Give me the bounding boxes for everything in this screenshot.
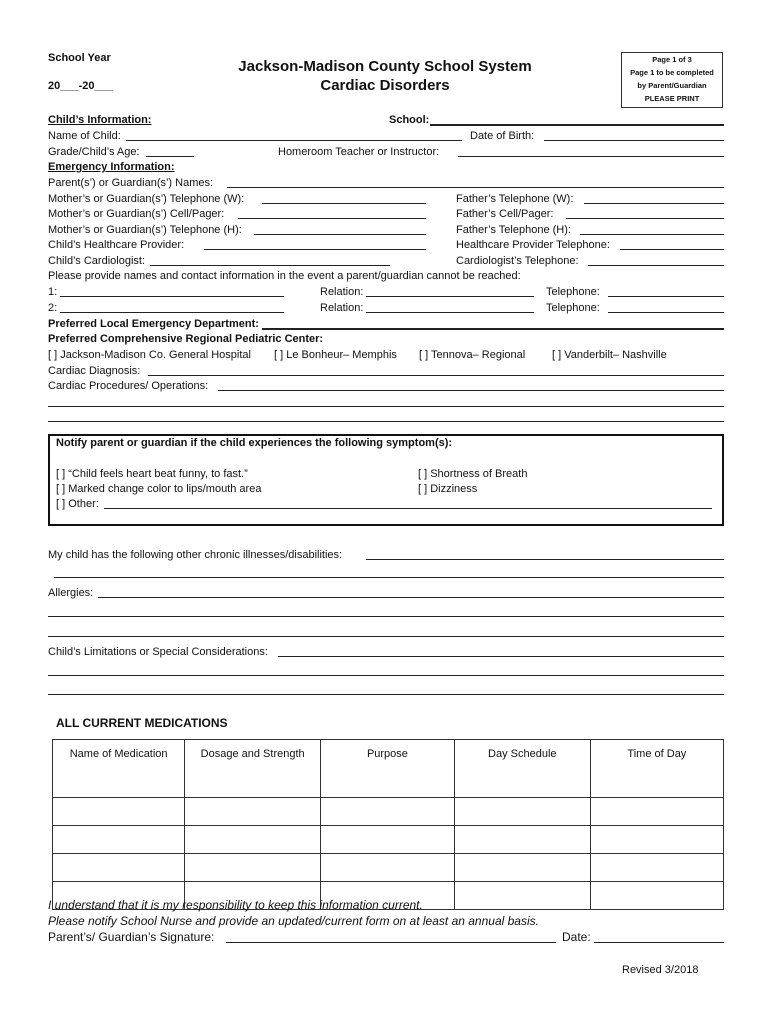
hospital-option-jackson[interactable]: [ ] Jackson-Madison Co. General Hospital (48, 349, 251, 361)
contact2-relation-label: Relation: (320, 302, 364, 314)
limitations-field-line-2[interactable] (48, 675, 724, 676)
cardiologist-phone-field[interactable] (588, 265, 724, 266)
chronic-field[interactable] (366, 559, 724, 560)
teacher-label: Homeroom Teacher or Instructor: (278, 146, 440, 158)
contact1-relation-label: Relation: (320, 286, 364, 298)
mother-cell-field[interactable] (238, 218, 426, 219)
cardiologist-phone-label: Cardiologist’s Telephone: (456, 255, 579, 267)
teacher-field[interactable] (458, 156, 724, 157)
table-cell[interactable] (185, 826, 321, 854)
contact1-label: 1: (48, 286, 58, 298)
symptom-shortness-breath[interactable]: [ ] Shortness of Breath (418, 468, 528, 480)
col-day-schedule: Day Schedule (454, 740, 590, 798)
form-subtitle: Cardiac Disorders (320, 77, 450, 94)
father-cell-label: Father’s Cell/Pager: (456, 208, 554, 220)
col-time-of-day: Time of Day (590, 740, 723, 798)
limitations-field-line-3[interactable] (48, 694, 724, 695)
healthcare-provider-label: Child’s Healthcare Provider: (48, 239, 185, 251)
table-cell[interactable] (53, 854, 185, 882)
form-title: Jackson-Madison County School System (238, 58, 532, 75)
child-info-heading: Child’s Information: (48, 114, 152, 126)
mother-home-field[interactable] (254, 234, 426, 235)
table-cell[interactable] (590, 854, 723, 882)
mother-work-field[interactable] (262, 203, 426, 204)
diagnosis-label: Cardiac Diagnosis: (48, 365, 141, 377)
medications-header-row (53, 740, 724, 798)
preferred-ed-field[interactable] (262, 328, 724, 330)
contact2-telephone-label: Telephone: (546, 302, 600, 314)
table-cell[interactable] (185, 854, 321, 882)
contact2-relation-field[interactable] (366, 312, 534, 313)
hospital-option-vanderbilt[interactable]: [ ] Vanderbilt– Nashville (552, 349, 667, 361)
school-field[interactable] (430, 124, 724, 126)
cardiologist-field[interactable] (150, 265, 390, 266)
table-cell[interactable] (53, 826, 185, 854)
table-cell[interactable] (185, 798, 321, 826)
symptom-other-label[interactable]: [ ] Other: (56, 498, 99, 510)
contact1-relation-field[interactable] (366, 296, 534, 297)
signature-field[interactable] (226, 942, 556, 943)
table-cell[interactable] (454, 798, 590, 826)
symptom-other-field[interactable] (104, 508, 712, 509)
table-cell[interactable] (590, 798, 723, 826)
school-year-value[interactable]: 20___-20___ (48, 80, 113, 92)
mother-work-label: Mother’s or Guardian(s’) Telephone (W): (48, 193, 245, 205)
dob-label: Date of Birth: (470, 130, 535, 142)
table-cell[interactable] (454, 826, 590, 854)
hospital-option-tennova[interactable]: [ ] Tennova– Regional (419, 349, 526, 361)
chronic-field-line-2[interactable] (54, 577, 724, 578)
table-cell[interactable] (590, 882, 723, 910)
page-info-box (621, 52, 723, 108)
parents-field[interactable] (227, 187, 724, 188)
medication-row[interactable] (53, 826, 724, 854)
limitations-label: Child’s Limitations or Special Considerations: (48, 646, 268, 658)
procedures-field-line-3[interactable] (48, 421, 724, 422)
date-label: Date: (562, 930, 591, 944)
table-cell[interactable] (53, 798, 185, 826)
healthcare-phone-label: Healthcare Provider Telephone: (456, 239, 610, 251)
symptoms-heading: Notify parent or guardian if the child experiences the following symptom(s): (56, 437, 453, 449)
symptom-dizziness[interactable]: [ ] Dizziness (418, 483, 478, 495)
father-work-field[interactable] (584, 203, 724, 204)
symptom-color-change[interactable]: [ ] Marked change color to lips/mouth area (56, 483, 262, 495)
preferred-center-label: Preferred Comprehensive Regional Pediatric Center: (48, 333, 324, 345)
medication-row[interactable] (53, 854, 724, 882)
table-cell[interactable] (321, 798, 455, 826)
table-cell[interactable] (454, 882, 590, 910)
contact1-telephone-label: Telephone: (546, 286, 600, 298)
signature-label: Parent’s/ Guardian’s Signature: (48, 930, 215, 944)
medications-heading: ALL CURRENT MEDICATIONS (56, 716, 228, 730)
father-home-label: Father’s Telephone (H): (456, 224, 571, 236)
allergies-label: Allergies: (48, 587, 94, 599)
contacts-instructions: Please provide names and contact information in the event a parent/guardian cannot be reached: (48, 270, 521, 282)
limitations-field[interactable] (278, 656, 724, 657)
grade-field[interactable] (146, 156, 194, 157)
emergency-heading: Emergency Information: (48, 161, 175, 173)
responsibility-statement: I understand that it is my responsibility to keep this information current. (48, 898, 423, 912)
procedures-field-line-2[interactable] (48, 406, 724, 407)
medication-row[interactable] (53, 798, 724, 826)
contact2-telephone-field[interactable] (608, 312, 724, 313)
table-cell[interactable] (321, 826, 455, 854)
allergies-field-line-2[interactable] (48, 616, 724, 617)
diagnosis-field[interactable] (148, 375, 724, 376)
medications-table (52, 739, 724, 910)
cardiologist-label: Child’s Cardiologist: (48, 255, 146, 267)
grade-label: Grade/Child’s Age: (48, 146, 140, 158)
page-instruction-2: by Parent/Guardian (637, 81, 707, 90)
procedures-field[interactable] (218, 390, 724, 391)
allergies-field[interactable] (98, 597, 724, 598)
name-field[interactable] (126, 140, 462, 141)
name-label: Name of Child: (48, 130, 121, 142)
father-cell-field[interactable] (566, 218, 724, 219)
school-year-label: School Year (48, 52, 111, 64)
contact1-telephone-field[interactable] (608, 296, 724, 297)
table-cell[interactable] (321, 854, 455, 882)
school-label: School: (389, 114, 430, 126)
procedures-label: Cardiac Procedures/ Operations: (48, 380, 209, 392)
notify-statement: Please notify School Nurse and provide an updated/current form on at least an annual basis. (48, 914, 539, 928)
healthcare-provider-field[interactable] (204, 249, 426, 250)
date-field[interactable] (594, 942, 724, 943)
contact1-name-field[interactable] (60, 296, 284, 297)
col-dosage-strength: Dosage and Strength (185, 740, 321, 798)
father-work-label: Father’s Telephone (W): (456, 193, 574, 205)
allergies-field-line-3[interactable] (48, 636, 724, 637)
revised-date: Revised 3/2018 (622, 964, 699, 976)
table-cell[interactable] (454, 854, 590, 882)
dob-field[interactable] (544, 140, 724, 141)
contact2-label: 2: (48, 302, 58, 314)
table-cell[interactable] (590, 826, 723, 854)
healthcare-phone-field[interactable] (620, 249, 724, 250)
page-number: Page 1 of 3 (652, 55, 692, 64)
hospital-option-lebonheur[interactable]: [ ] Le Bonheur– Memphis (274, 349, 397, 361)
symptom-heartbeat[interactable]: [ ] “Child feels heart beat funny, to fast.” (56, 468, 248, 480)
please-print: PLEASE PRINT (644, 94, 700, 103)
parents-label: Parent(s’) or Guardian(s’) Names: (48, 177, 214, 189)
father-home-field[interactable] (580, 234, 724, 235)
col-purpose: Purpose (321, 740, 455, 798)
preferred-ed-label: Preferred Local Emergency Department: (48, 318, 259, 330)
col-name-of-medication: Name of Medication (53, 740, 185, 798)
page-instruction: Page 1 to be completed (630, 68, 714, 77)
contact2-name-field[interactable] (60, 312, 284, 313)
mother-home-label: Mother’s or Guardian(s’) Telephone (H): (48, 224, 242, 236)
chronic-label: My child has the following other chronic illnesses/disabilities: (48, 549, 343, 561)
mother-cell-label: Mother’s or Guardian(s’) Cell/Pager: (48, 208, 225, 220)
